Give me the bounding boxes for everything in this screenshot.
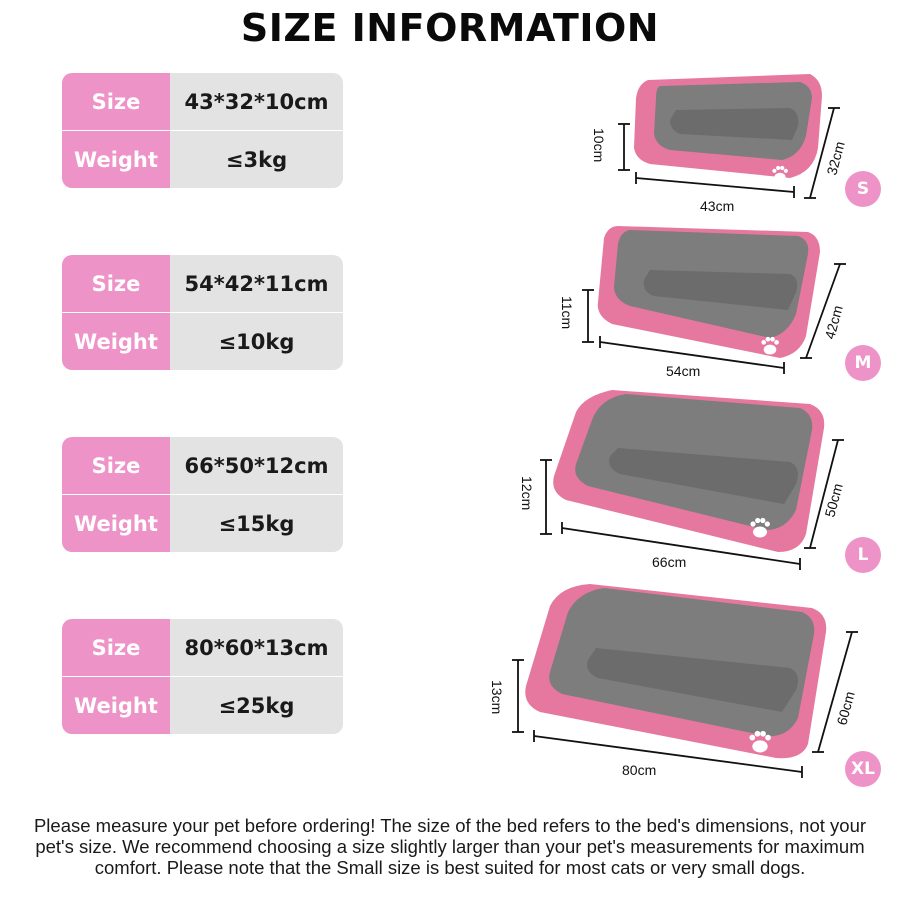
size-label: Size	[62, 619, 170, 676]
size-label: Size	[62, 437, 170, 494]
size-badge-s: S	[845, 171, 881, 207]
bed-illustrations	[480, 60, 900, 800]
page-title: SIZE INFORMATION	[240, 6, 660, 50]
size-badge-l: L	[845, 537, 881, 573]
dim-label-m-height: 11cm	[559, 296, 575, 330]
weight-row	[62, 677, 343, 734]
weight-row	[62, 495, 343, 552]
weight-value: ≤25kg	[170, 677, 343, 734]
dim-label-m-length: 54cm	[666, 363, 701, 379]
spec-table-s	[62, 73, 343, 188]
weight-value: ≤15kg	[170, 495, 343, 552]
weight-row	[62, 131, 343, 188]
dim-label-l-length: 66cm	[652, 554, 687, 570]
dim-label-s-length: 43cm	[700, 198, 735, 214]
weight-label: Weight	[62, 495, 170, 552]
size-badge-m: M	[845, 345, 881, 381]
weight-value: ≤3kg	[170, 131, 343, 188]
size-row	[62, 437, 343, 494]
bed-illustration-s	[618, 74, 840, 198]
size-row	[62, 619, 343, 676]
dim-label-l-height: 12cm	[519, 476, 535, 511]
bed-illustration-l	[540, 390, 844, 570]
dim-label-xl-length: 80cm	[622, 762, 657, 778]
size-row	[62, 73, 343, 130]
dim-label-xl-height: 13cm	[489, 680, 505, 715]
spec-table-l	[62, 437, 343, 552]
bed-illustration-xl	[512, 584, 858, 778]
weight-label: Weight	[62, 131, 170, 188]
spec-table-xl	[62, 619, 343, 734]
size-value: 66*50*12cm	[170, 437, 343, 494]
weight-row	[62, 313, 343, 370]
dim-label-s-height: 10cm	[591, 128, 607, 163]
weight-label: Weight	[62, 677, 170, 734]
weight-value: ≤10kg	[170, 313, 343, 370]
size-value: 43*32*10cm	[170, 73, 343, 130]
size-value: 54*42*11cm	[170, 255, 343, 312]
dim-label-s-width: 32cm	[823, 139, 848, 177]
weight-label: Weight	[62, 313, 170, 370]
bed-illustration-m	[582, 226, 846, 374]
size-value: 80*60*13cm	[170, 619, 343, 676]
size-label: Size	[62, 73, 170, 130]
spec-table-m	[62, 255, 343, 370]
dim-label-l-width: 50cm	[821, 481, 846, 519]
size-label: Size	[62, 255, 170, 312]
size-badge-xl: XL	[845, 751, 881, 787]
measurement-note: Please measure your pet before ordering! The size of the bed refers to the bed's dimensions, not your pet's size. We recommend choosing a size slightly larger than your pet's measurements for maximum comfort. Please note that the Small size is best suited for most cats or very small dogs.	[33, 815, 867, 878]
size-row	[62, 255, 343, 312]
dim-label-xl-width: 60cm	[833, 689, 858, 727]
dim-label-m-width: 42cm	[821, 303, 846, 341]
